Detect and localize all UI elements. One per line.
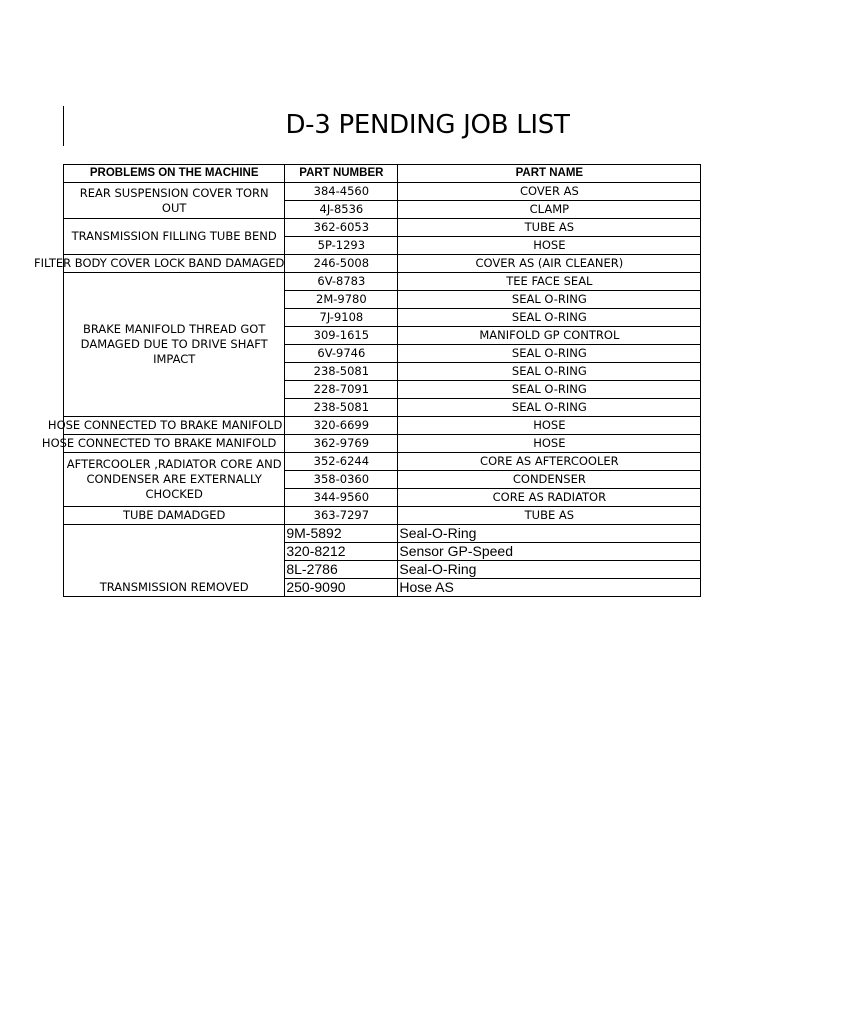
- table-row: [64, 525, 701, 543]
- problem-cell: [34, 255, 285, 273]
- part-number-cell: 358-0360: [285, 471, 398, 489]
- part-number-cell: 9M-5892: [285, 525, 398, 543]
- problem-cell: REAR SUSPENSION COVER TORN OUT: [64, 183, 285, 219]
- header-part-number: PART NUMBER: [285, 165, 398, 183]
- part-number-cell: 362-6053: [285, 219, 398, 237]
- part-number-cell: 352-6244: [285, 453, 398, 471]
- header-problems: PROBLEMS ON THE MACHINE: [64, 165, 285, 183]
- part-name-cell: Seal-O-Ring: [398, 561, 701, 579]
- table-row: [64, 255, 701, 273]
- part-number-cell: 320-8212: [285, 543, 398, 561]
- problem-cell: TUBE DAMADGED: [64, 507, 285, 525]
- header-part-name: PART NAME: [398, 165, 701, 183]
- part-name-cell: COVER AS: [398, 183, 701, 201]
- part-name-cell: TUBE AS: [398, 219, 701, 237]
- part-number-cell: 4J-8536: [285, 201, 398, 219]
- part-name-cell: Sensor GP-Speed: [398, 543, 701, 561]
- part-number-cell: 363-7297: [285, 507, 398, 525]
- part-name-cell: HOSE: [398, 237, 701, 255]
- part-name-cell: SEAL O-RING: [398, 309, 701, 327]
- part-name-cell: HOSE: [398, 417, 701, 435]
- part-number-cell: 228-7091: [285, 381, 398, 399]
- part-name-cell: TEE FACE SEAL: [398, 273, 701, 291]
- problem-cell: BRAKE MANIFOLD THREAD GOT DAMAGED DUE TO DRIVE SHAFT IMPACT: [64, 273, 285, 417]
- table-row: [64, 435, 701, 453]
- problem-cell: TRANSMISSION FILLING TUBE BEND: [64, 219, 285, 255]
- part-name-cell: CLAMP: [398, 201, 701, 219]
- table-row: [64, 417, 701, 435]
- part-name-cell: SEAL O-RING: [398, 363, 701, 381]
- part-name-cell: CORE AS RADIATOR: [398, 489, 701, 507]
- part-name-cell: Seal-O-Ring: [398, 525, 701, 543]
- page-title: D-3 PENDING JOB LIST: [285, 110, 570, 140]
- problem-cell: TRANSMISSION REMOVED: [64, 525, 285, 597]
- part-name-cell: CORE AS AFTERCOOLER: [398, 453, 701, 471]
- pending-job-table: [34, 164, 701, 597]
- part-number-cell: 384-4560: [285, 183, 398, 201]
- part-number-cell: 2M-9780: [285, 291, 398, 309]
- part-number-cell: 238-5081: [285, 363, 398, 381]
- problem-text: HOSE CONNECTED TO BRAKE MANIFOLD: [47, 418, 283, 432]
- part-name-cell: CONDENSER: [398, 471, 701, 489]
- table-row: [64, 507, 701, 525]
- table-row: [64, 453, 701, 471]
- problem-cell: AFTERCOOLER ,RADIATOR CORE AND CONDENSER ARE EXTERNALLY CHOCKED: [64, 453, 285, 507]
- part-number-cell: 362-9769: [285, 435, 398, 453]
- table-header-row: [64, 165, 701, 183]
- part-name-cell: TUBE AS: [398, 507, 701, 525]
- part-number-cell: 320-6699: [285, 417, 398, 435]
- problem-cell: [41, 435, 285, 453]
- problem-text: FILTER BODY COVER LOCK BAND DAMAGED: [34, 256, 285, 270]
- part-name-cell: SEAL O-RING: [398, 345, 701, 363]
- part-number-cell: 246-5008: [285, 255, 398, 273]
- part-name-cell: Hose AS: [398, 579, 701, 597]
- part-number-cell: 6V-8783: [285, 273, 398, 291]
- part-name-cell: SEAL O-RING: [398, 399, 701, 417]
- part-number-cell: 7J-9108: [285, 309, 398, 327]
- part-number-cell: 8L-2786: [285, 561, 398, 579]
- part-name-cell: COVER AS (AIR CLEANER): [398, 255, 701, 273]
- problem-cell: [47, 417, 285, 435]
- part-name-cell: MANIFOLD GP CONTROL: [398, 327, 701, 345]
- table-row: [64, 183, 701, 201]
- part-number-cell: 6V-9746: [285, 345, 398, 363]
- part-number-cell: 238-5081: [285, 399, 398, 417]
- part-number-cell: 5P-1293: [285, 237, 398, 255]
- part-number-cell: 344-9560: [285, 489, 398, 507]
- part-name-cell: SEAL O-RING: [398, 291, 701, 309]
- table-row: [64, 273, 701, 291]
- part-number-cell: 309-1615: [285, 327, 398, 345]
- part-number-cell: 250-9090: [285, 579, 398, 597]
- part-name-cell: SEAL O-RING: [398, 381, 701, 399]
- part-name-cell: HOSE: [398, 435, 701, 453]
- table-row: [64, 219, 701, 237]
- problem-text: HOSE CONNECTED TO BRAKE MANIFOLD: [41, 436, 277, 450]
